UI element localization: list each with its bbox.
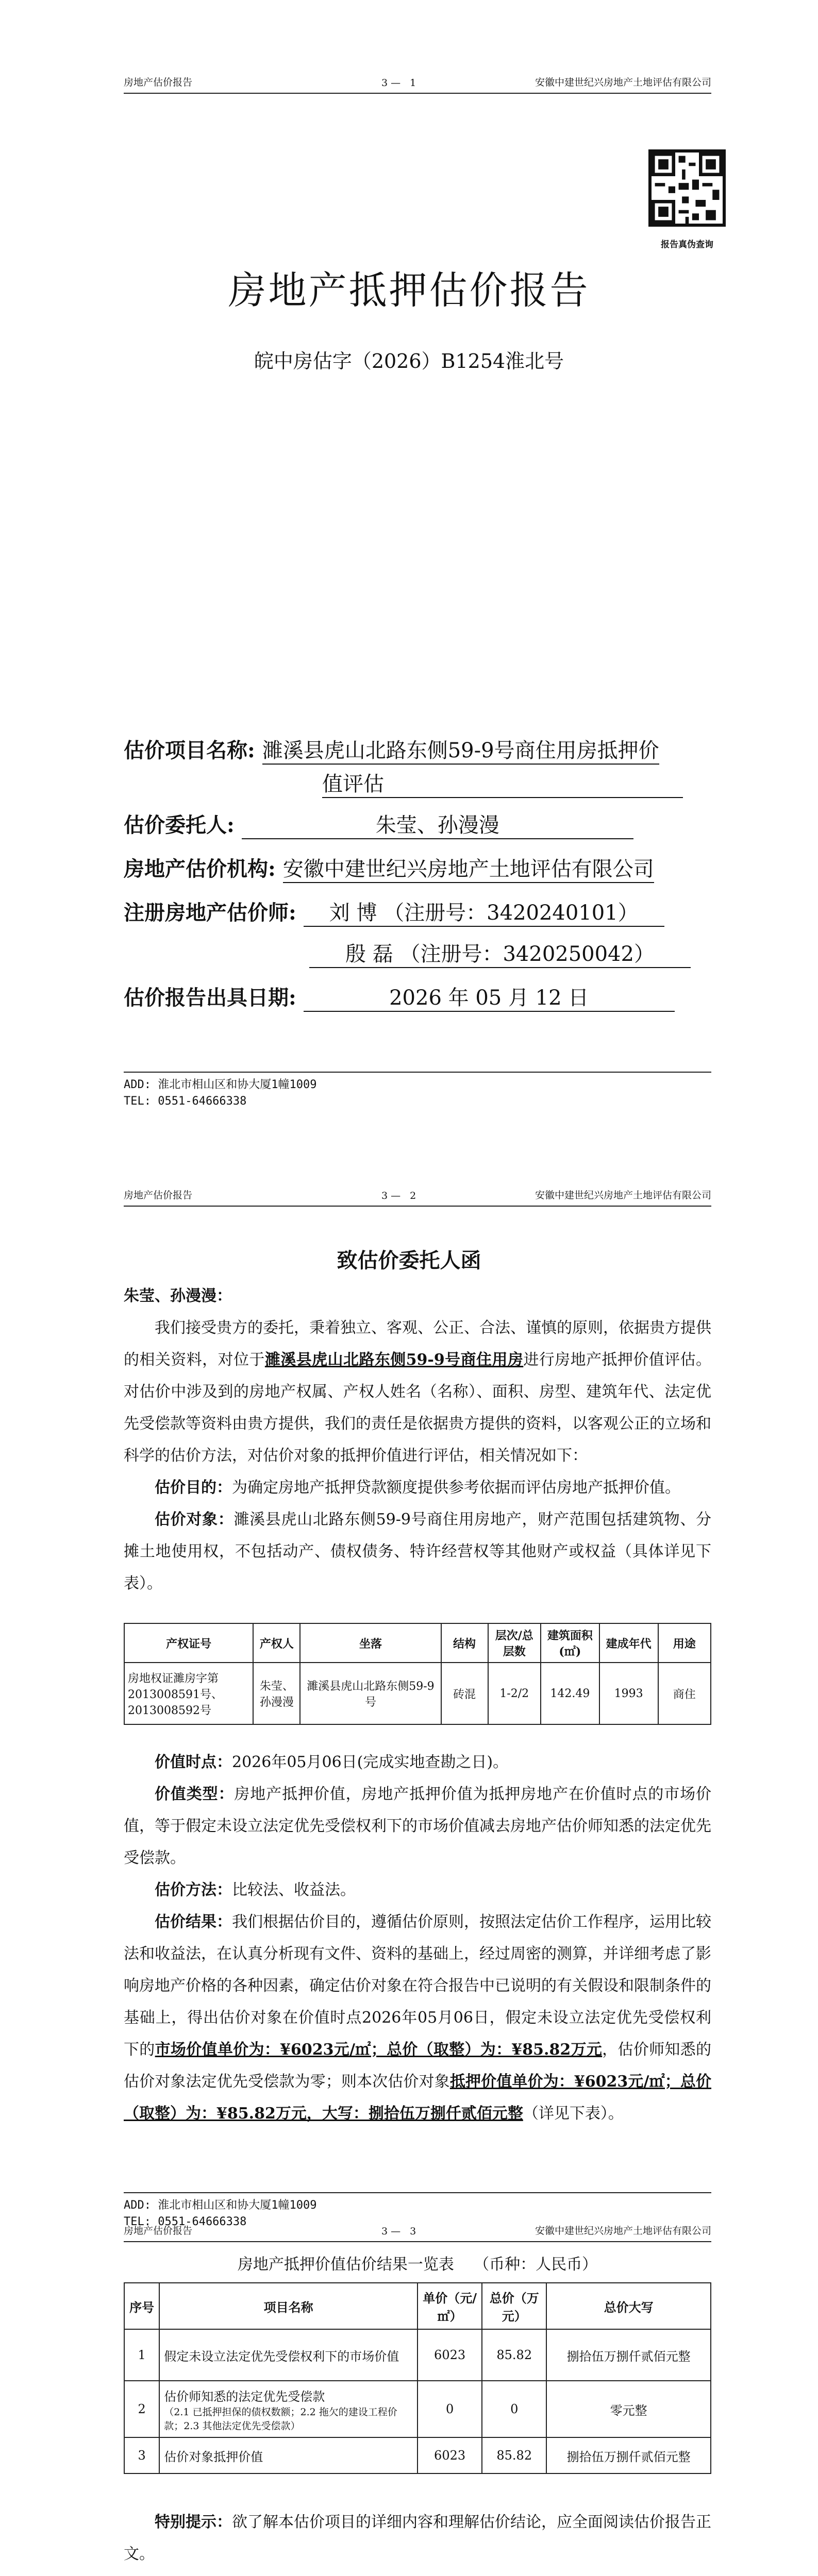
table-row: [124, 1663, 711, 1724]
date-label: 估价报告出具日期:: [124, 986, 296, 1010]
report-title: 房地产抵押估价报告: [228, 268, 590, 313]
th-use: 用途: [658, 1623, 711, 1663]
header-left: 房地产估价报告: [124, 1190, 193, 1201]
org-value: 安徽中建世纪兴房地产土地评估有限公司: [283, 853, 654, 883]
th-caps: 总价大写: [546, 2283, 711, 2329]
td-cert: 房地权证濉房字第2013008591号、2013008592号: [124, 1663, 253, 1724]
table-header-row: [124, 1623, 711, 1663]
page-header: [124, 1185, 711, 1207]
appraiser2-row: [124, 938, 716, 968]
market-value: 市场价值单价为：¥6023元/㎡；总价（取整）为：¥85.82万元: [155, 2041, 603, 2059]
appraiser1-reg: （注册号：3420240101）: [383, 901, 639, 925]
appraiser2-name: 殷 磊: [345, 942, 393, 966]
date-row: [124, 981, 716, 1012]
project-label: 估价项目名称:: [124, 738, 255, 762]
result-paragraph: 估价结果：我们根据估价目的，遵循估价原则，按照法定估价工作程序，运用比较法和收益法，在认真分析现有文件、资料的基础上，经过周密的测算，并详细考虑了影响房地产价格的各种因素，确定估价对象在符合报告中已说明的有关假设和限制条件的基础上，得出估价对象在价值时点2026年05月06日，假定未设立法定优先受偿权利下的市场价值单价为：¥6023元/㎡；总价（取整）为：¥85.82万元，估价师知悉的估价对象法定优先受偿款为零；则本次估价对象抵押价值单价为：¥6023元/㎡；总价（取整）为：¥85.82万元，大写：捌拾伍万捌仟贰佰元整（详见下表）。: [124, 1913, 712, 2123]
project-name-row-2: [124, 768, 716, 798]
th-cert: 产权证号: [124, 1623, 253, 1663]
method-paragraph: 估价方法：比较法、收益法。: [155, 1881, 356, 1899]
project-value: 濉溪县虎山北路东侧59-9号商住用房抵押价: [262, 734, 659, 765]
td-area: 142.49: [541, 1663, 599, 1724]
property-table: [124, 1623, 711, 1725]
td-location: 濉溪县虎山北路东侧59-9号: [300, 1663, 441, 1724]
header-left: 房地产估价报告: [124, 77, 193, 88]
currency-note: （币种：人民币）: [474, 2256, 598, 2274]
table-row: 1 假定未设立法定优先受偿权利下的市场价值 6023 85.82 捌拾伍万捌仟贰佰元整: [124, 2329, 711, 2381]
table-row: 3 估价对象抵押价值 6023 85.82 捌拾伍万捌仟贰佰元整: [124, 2437, 711, 2473]
project-value-2: 值评估: [322, 768, 683, 798]
td-owner: 朱莹、孙漫漫: [253, 1663, 300, 1724]
special-note: 特别提示：欲了解本估价项目的详细内容和理解估价结论，应全面阅读估价报告正文。: [124, 2513, 711, 2563]
appraiser-label: 注册房地产估价师:: [124, 901, 296, 925]
th-no: 序号: [124, 2283, 159, 2329]
header-page-no: 3— 3: [381, 2226, 420, 2237]
summary-caption: 房地产抵押价值估价结果一览表 （币种：人民币）: [237, 2256, 598, 2274]
appraiser-row: [124, 896, 716, 927]
td-floor: 1-2/2: [488, 1663, 541, 1724]
th-year: 建成年代: [599, 1623, 658, 1663]
date-value: 2026 年 05 月 12 日: [304, 981, 675, 1012]
page-summary: [0, 2221, 818, 2576]
qr-code-icon[interactable]: [648, 149, 726, 227]
page-header: [124, 72, 711, 94]
header-left: 房地产估价报告: [124, 2225, 193, 2236]
letter-body-1: [124, 1280, 711, 1600]
th-location: 坐落: [300, 1623, 441, 1663]
salutation: 朱莹、孙漫漫：: [124, 1287, 232, 1305]
page-cover: [0, 0, 818, 1185]
client-value: 朱莹、孙漫漫: [242, 809, 633, 839]
th-unit-price: 单价（元/㎡）: [418, 2283, 482, 2329]
summary-table: [124, 2282, 711, 2474]
object-paragraph: 估价对象：濉溪县虎山北路东侧59-9号商住用房地产，财产范围包括建筑物、分摊土地使用权，不包括动产、债权债务、特许经营权等其他财产或权益（具体详见下表）。: [124, 1511, 712, 1592]
qr-label: 报告真伪查询: [661, 240, 713, 250]
td-structure: 砖混: [441, 1663, 488, 1724]
appraiser2-reg: （注册号：3420250042）: [399, 942, 655, 966]
report-number: 皖中房估字（2026）B1254淮北号: [254, 350, 564, 372]
appraiser1-name: 刘 博: [329, 901, 377, 925]
org-row: [124, 853, 716, 883]
header-right: 安徽中建世纪兴房地产土地评估有限公司: [535, 2225, 711, 2236]
page-letter: [0, 1185, 818, 2228]
mortgage-value: 抵押价值单价为：¥6023元/㎡；总价（取整）为：¥85.82万元，大写：捌拾伍万捌仟贰佰元整: [124, 2073, 712, 2123]
client-label: 估价委托人:: [124, 813, 235, 837]
td-year: 1993: [599, 1663, 658, 1724]
footer-tel: TEL: 0551-64666338: [124, 2215, 247, 2228]
client-row: [124, 809, 716, 839]
th-name: 项目名称: [159, 2283, 418, 2329]
header-right: 安徽中建世纪兴房地产土地评估有限公司: [535, 1190, 711, 1201]
letter-body-2: [124, 1747, 711, 2130]
value-date-paragraph: 价值时点：2026年05月06日(完成实地查勘之日)。: [155, 1753, 509, 1771]
purpose-paragraph: 估价目的：为确定房地产抵押贷款额度提供参考依据而评估房地产抵押价值。: [155, 1479, 680, 1497]
footer-address: ADD: 淮北市相山区和协大厦1幢1009: [124, 1078, 317, 1091]
deduction-breakdown: （2.1 已抵押担保的债权数额；2.2 拖欠的建设工程价款；2.3 其他法定优先受偿款）: [164, 2406, 397, 2432]
footer-tel: TEL: 0551-64666338: [124, 1095, 247, 1108]
org-label: 房地产估价机构:: [124, 857, 276, 881]
th-total: 总价（万元）: [482, 2283, 546, 2329]
letter-title: 致估价委托人函: [337, 1248, 481, 1273]
header-page-no: 3— 1: [381, 77, 420, 89]
property-address: 濉溪县虎山北路东侧59-9号商住用房: [264, 1351, 524, 1369]
th-owner: 产权人: [253, 1623, 300, 1663]
header-page-no: 3— 2: [381, 1190, 420, 1201]
th-floor: 层次/总层数: [488, 1623, 541, 1663]
footer-address: ADD: 淮北市相山区和协大厦1幢1009: [124, 2199, 317, 2212]
header-right: 安徽中建世纪兴房地产土地评估有限公司: [535, 77, 711, 88]
th-structure: 结构: [441, 1623, 488, 1663]
th-area: 建筑面积(㎡): [541, 1623, 599, 1663]
intro-paragraph: 我们接受贵方的委托，秉着独立、客观、公正、合法、谨慎的原则，依据贵方提供的相关资料，对位于濉溪县虎山北路东侧59-9号商住用房进行房地产抵押价值评估。对估价中涉及到的房地产权属、产权人姓名（名称）、面积、房型、建筑年代、法定优先受偿款等资料由贵方提供，我们的责任是依据贵方提供的资料，以客观公正的立场和科学的估价方法，对估价对象的抵押价值进行评估，相关情况如下：: [124, 1319, 712, 1465]
summary-header-row: [124, 2283, 711, 2329]
table-row: 2 估价师知悉的法定优先受偿款 （2.1 已抵押担保的债权数额；2.2 拖欠的建设工程价款；2.3 其他法定优先受偿款） 0 0 零元整: [124, 2381, 711, 2437]
project-name-row: [124, 734, 716, 765]
td-use: 商住: [658, 1663, 711, 1724]
value-type-paragraph: 价值类型：房地产抵押价值，房地产抵押价值为抵押房地产在价值时点的市场价值，等于假定未设立法定优先受偿权利下的市场价值减去房地产估价师知悉的法定优先受偿款。: [124, 1785, 712, 1867]
page-header: [124, 2221, 711, 2242]
page-footer: [124, 1072, 711, 1108]
